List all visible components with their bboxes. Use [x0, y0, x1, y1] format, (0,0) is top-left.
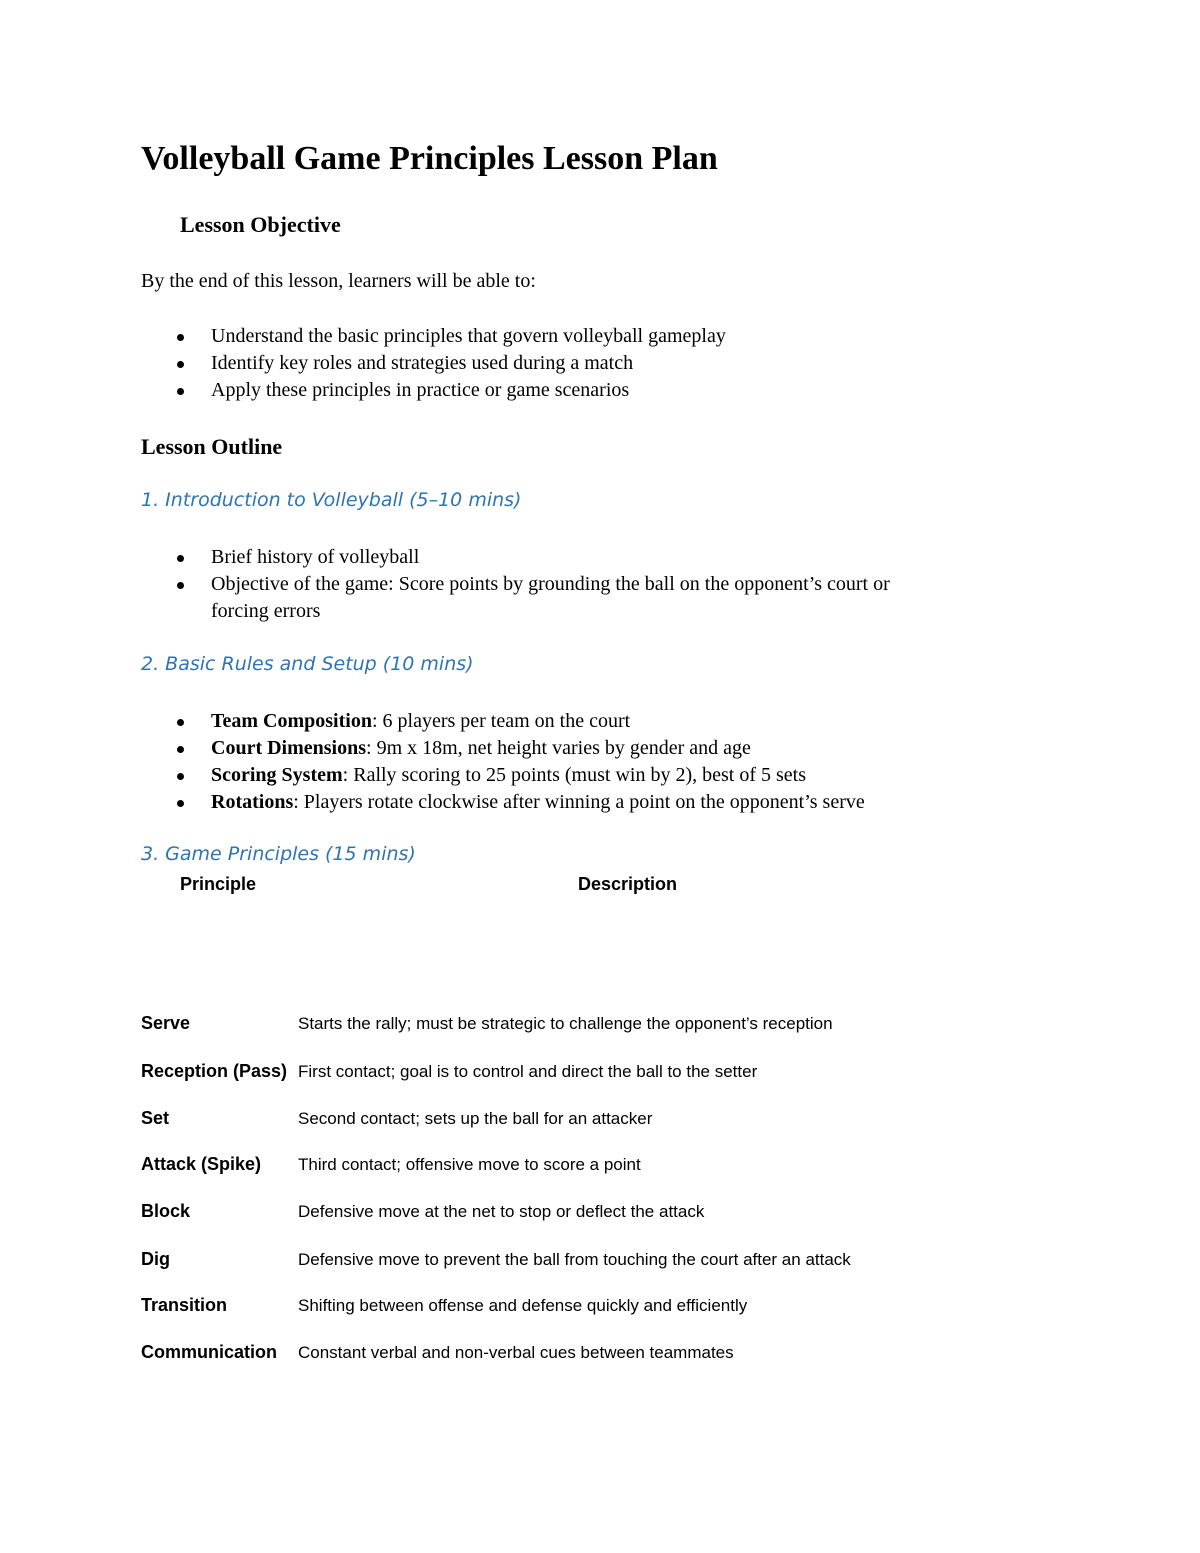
list-item: Team Composition: 6 players per team on the court [141, 708, 1041, 735]
description-cell: Defensive move to prevent the ball from touching the court after an attack [298, 1250, 851, 1269]
bullet-icon [177, 773, 184, 780]
description-cell: Defensive move at the net to stop or deflect the attack [298, 1202, 705, 1221]
principle-cell: Attack (Spike) [141, 1154, 262, 1174]
list-item: Brief history of volleyball [141, 544, 1041, 571]
bullet-icon [177, 719, 184, 726]
description-cell: First contact; goal is to control and direct the ball to the setter [298, 1062, 758, 1081]
table-row [141, 1295, 1041, 1325]
section-2-heading: 2. Basic Rules and Setup (10 mins) [141, 653, 474, 675]
bullet-icon [177, 361, 184, 368]
objective-intro: By the end of this lesson, learners will be able to: [141, 270, 536, 292]
term-label: Scoring System [211, 764, 343, 786]
section-1-heading: 1. Introduction to Volleyball (5–10 mins) [141, 489, 522, 511]
table-header-principle: Principle [180, 874, 257, 894]
section-2-list [141, 708, 1041, 816]
section-3-heading: 3. Game Principles (15 mins) [141, 843, 416, 865]
description-cell: Second contact; sets up the ball for an attacker [298, 1109, 653, 1128]
table-row [141, 1342, 1041, 1372]
table-row [141, 1013, 1041, 1043]
description-cell: Starts the rally; must be strategic to challenge the opponent’s reception [298, 1014, 833, 1033]
table-row [141, 1201, 1041, 1231]
outline-heading: Lesson Outline [141, 434, 283, 459]
bullet-icon [177, 334, 184, 341]
list-item: Identify key roles and strategies used during a match [141, 350, 1041, 377]
term-label: Team Composition [211, 710, 372, 732]
list-item: Court Dimensions: 9m x 18m, net height varies by gender and age [141, 735, 1041, 762]
list-item: Objective of the game: Score points by grounding the ball on the opponent’s court or [141, 571, 1041, 598]
principle-cell: Transition [141, 1295, 228, 1315]
term-label: Court Dimensions [211, 737, 367, 759]
document-title: Volleyball Game Principles Lesson Plan [141, 140, 718, 177]
principle-cell: Block [141, 1201, 191, 1221]
bullet-icon [177, 582, 184, 589]
principle-cell: Serve [141, 1013, 191, 1033]
principle-cell: Reception (Pass) [141, 1061, 288, 1081]
principle-cell: Set [141, 1108, 170, 1128]
principle-cell: Dig [141, 1249, 170, 1269]
description-cell: Constant verbal and non-verbal cues between teammates [298, 1343, 734, 1362]
list-item: Scoring System: Rally scoring to 25 points (must win by 2), best of 5 sets [141, 762, 1041, 789]
bullet-icon [177, 388, 184, 395]
table-row [141, 1154, 1041, 1184]
objective-list [141, 323, 1041, 404]
table-header-description: Description [578, 874, 678, 894]
description-cell: Third contact; offensive move to score a point [298, 1155, 641, 1174]
principle-cell: Communication [141, 1342, 278, 1362]
bullet-icon [177, 746, 184, 753]
bullet-icon [177, 800, 184, 807]
bullet-icon [177, 555, 184, 562]
list-item: Rotations: Players rotate clockwise after winning a point on the opponent’s serve [141, 789, 1041, 816]
list-item: Apply these principles in practice or game scenarios [141, 377, 1041, 404]
list-item-continuation: forcing errors [211, 600, 321, 622]
term-label: Rotations [211, 791, 294, 813]
list-item: Understand the basic principles that govern volleyball gameplay [141, 323, 1041, 350]
table-row [141, 1249, 1041, 1279]
objective-heading: Lesson Objective [180, 212, 341, 237]
description-cell: Shifting between offense and defense quickly and efficiently [298, 1296, 748, 1315]
table-row [141, 1061, 1041, 1091]
table-row [141, 1108, 1041, 1138]
section-1-list [141, 544, 1041, 625]
